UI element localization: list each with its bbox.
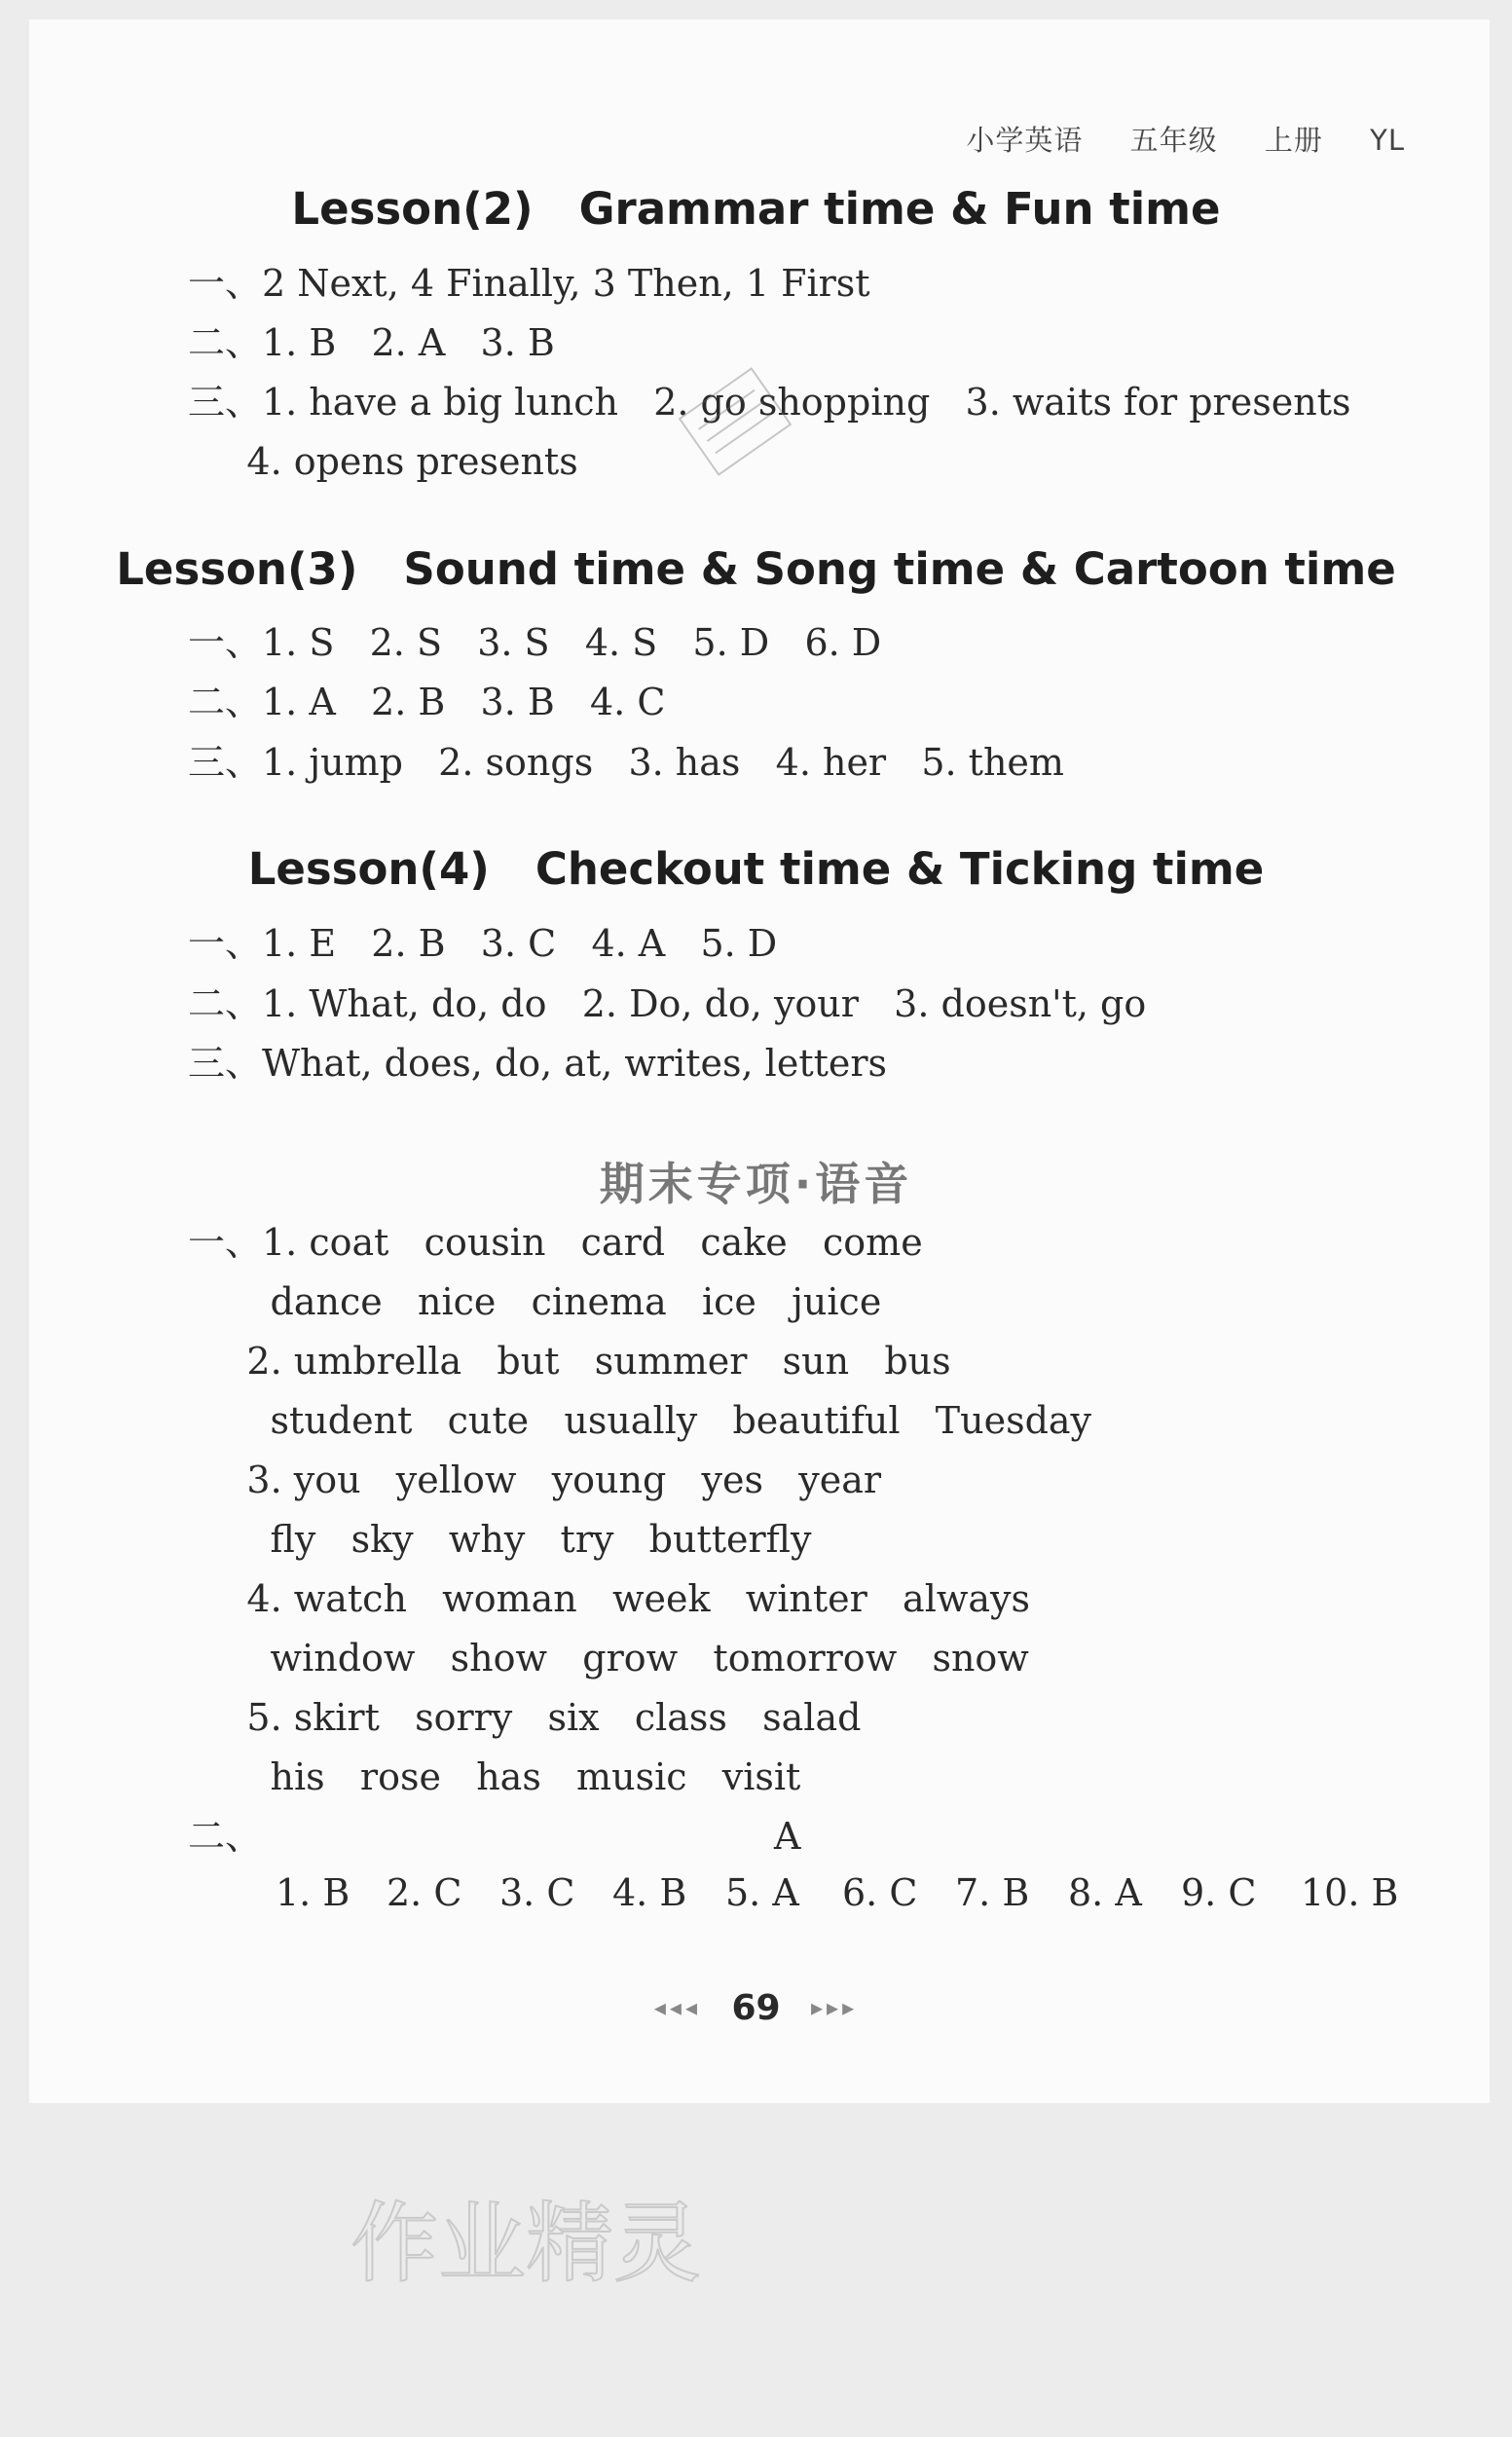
answer-line: 三、What, does, do, at, writes, letters — [188, 1042, 888, 1085]
answer-line: window show grow tomorrow snow — [188, 1637, 1029, 1680]
answer-line: 二、1. What, do, do 2. Do, do, your 3. doesn't, go — [188, 982, 1147, 1025]
answer-item: 4. B — [612, 1871, 687, 1914]
header-subject: 小学英语 — [966, 124, 1084, 157]
page-number: 69 — [731, 1987, 781, 2028]
running-header — [942, 119, 1405, 159]
header-grade: 五年级 — [1129, 124, 1218, 157]
stamp-icon — [672, 368, 798, 475]
answer-line: 5. skirt sorry six class salad — [188, 1696, 862, 1739]
answer-line: 一、1. coat cousin card cake come — [188, 1221, 923, 1264]
answer-line: 2. umbrella but summer sun bus — [188, 1340, 951, 1383]
answer-item: 6. C — [842, 1871, 918, 1914]
prev-arrows-icon: ◂◂◂ — [653, 1994, 701, 2021]
page-footer — [0, 1986, 1512, 2028]
next-arrows-icon: ▸▸▸ — [811, 1994, 859, 2021]
answer-line: his rose has music visit — [188, 1755, 801, 1798]
answer-line: 3. you yellow young yes year — [188, 1459, 882, 1501]
answer-line: 4. opens presents — [188, 440, 578, 483]
watermark-logo — [341, 2181, 701, 2308]
answer-line: 三、1. jump 2. songs 3. has 4. her 5. them — [188, 741, 1064, 784]
answer-item: 5. A — [725, 1871, 799, 1914]
answer-line: 一、1. E 2. B 3. C 4. A 5. D — [188, 922, 778, 965]
answer-line: 二、1. B 2. A 3. B — [188, 321, 555, 364]
part2-sub-label: A — [774, 1815, 801, 1858]
answer-item: 8. A — [1068, 1871, 1142, 1914]
answer-line: 三、1. have a big lunch 2. go shopping 3. waits for presents — [188, 381, 1351, 424]
final-section-title: 期末专项·语音 — [599, 1158, 913, 1210]
header-volume: 上册 — [1264, 124, 1323, 157]
answer-line: 4. watch woman week winter always — [188, 1577, 1031, 1620]
lesson3-title: Lesson(3) Sound time & Song time & Cartoon time — [116, 543, 1396, 595]
answer-item: 3. C — [499, 1871, 575, 1914]
part2-label: 二、 — [188, 1815, 263, 1858]
answer-line: 一、1. S 2. S 3. S 4. S 5. D 6. D — [188, 621, 882, 664]
lesson2-title: Lesson(2) Grammar time & Fun time — [291, 183, 1221, 235]
answer-item: 9. C — [1181, 1871, 1257, 1914]
header-edition: YL — [1370, 124, 1405, 157]
lesson4-title: Lesson(4) Checkout time & Ticking time — [247, 843, 1265, 895]
answer-item: 7. B — [955, 1871, 1030, 1914]
answer-item: 10. B — [1301, 1871, 1399, 1914]
answer-line: 二、1. A 2. B 3. B 4. C — [188, 681, 666, 723]
svg-text:作业精灵: 作业精灵 — [350, 2193, 701, 2295]
answer-item: 1. B — [276, 1871, 350, 1914]
answer-line: fly sky why try butterfly — [188, 1518, 812, 1561]
answer-line: student cute usually beautiful Tuesday — [188, 1399, 1092, 1442]
answer-line: 一、2 Next, 4 Finally, 3 Then, 1 First — [188, 262, 870, 305]
answer-item: 2. C — [387, 1871, 462, 1914]
answer-line: dance nice cinema ice juice — [188, 1280, 882, 1323]
